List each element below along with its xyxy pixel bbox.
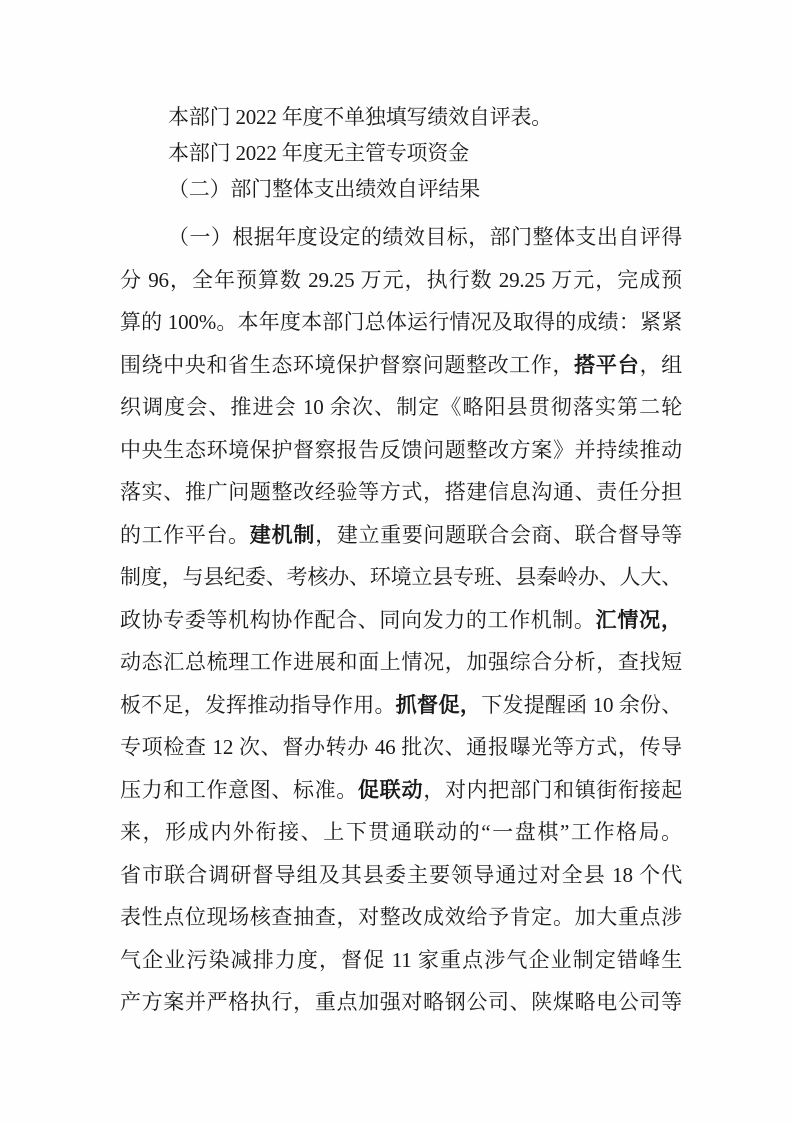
text-line <box>120 769 682 812</box>
text-line <box>120 641 682 684</box>
intro-block <box>120 99 682 207</box>
text-line <box>120 684 682 727</box>
text-line <box>120 726 682 769</box>
text-line <box>120 854 682 897</box>
text-run: 落实、推广问题整改经验等方式，搭建信息沟通、责任分担 <box>120 480 682 504</box>
bold-run: 建机制 <box>249 523 316 547</box>
text-run: 产方案并严格执行，重点加强对略钢公司、陕煤略电公司等 <box>120 990 682 1014</box>
text-run: 围绕中央和省生态环境保护督察问题整改工作， <box>120 352 575 377</box>
text-line <box>120 981 682 1024</box>
text-run: 下发提醒函 10 余份、 <box>481 692 682 717</box>
bold-run: 抓督促， <box>395 693 482 717</box>
text-line <box>120 301 682 344</box>
text-line <box>120 811 682 854</box>
text-line <box>120 99 682 135</box>
text-line <box>120 429 682 472</box>
text-line <box>120 216 682 259</box>
text-run: 来，形成内外衔接、上下贯通联动的“一盘棋”工作格局。 <box>120 820 682 844</box>
text-line <box>120 135 682 171</box>
text-run: 织调度会、推进会 10 余次、制定《略阳县贯彻落实第二轮 <box>120 395 682 419</box>
text-line <box>120 556 682 599</box>
body-paragraph <box>120 216 682 1024</box>
text-run: （二）部门整体支出绩效自评结果 <box>168 177 480 201</box>
text-line <box>120 599 682 642</box>
text-run: （一）根据年度设定的绩效目标，部门整体支出自评得 <box>168 225 682 249</box>
text-run: 本部门 2022 年度无主管专项资金 <box>168 141 469 165</box>
text-run: 动态汇总梳理工作进展和面上情况，加强综合分析，查找短 <box>120 650 682 674</box>
text-run: ，组 <box>639 352 682 377</box>
text-line <box>120 344 682 387</box>
text-line <box>120 471 682 514</box>
text-run: 制度，与县纪委、考核办、环境立县专班、县秦岭办、人大、 <box>120 565 682 589</box>
text-run: 压力和工作意图、标准。 <box>120 777 358 802</box>
text-run: 专项检查 12 次、督办转办 46 批次、通报曝光等方式，传导 <box>120 735 682 759</box>
text-line <box>120 939 682 982</box>
text-run: 中央生态环境保护督察报告反馈问题整改方案》并持续推动 <box>120 437 682 462</box>
text-run: 算的 100%。本年度本部门总体运行情况及取得的成绩：紧紧 <box>120 310 682 334</box>
bold-run: 汇情况， <box>595 608 682 632</box>
text-line <box>120 896 682 939</box>
text-run: 气企业污染减排力度，督促 11 家重点涉气企业制定错峰生 <box>120 947 682 972</box>
text-run: 政协专委等机构协作配合、同向发力的工作机制。 <box>120 607 596 632</box>
text-run: ，对内把部门和镇街衔接起 <box>423 777 682 802</box>
bold-run: 搭平台 <box>574 353 640 377</box>
bold-run: 促联动 <box>357 778 424 802</box>
text-line <box>120 386 682 429</box>
page-content <box>120 99 682 1024</box>
text-run: 的工作平台。 <box>120 522 250 547</box>
text-run: 省市联合调研督导组及其县委主要领导通过对全县 18 个代 <box>120 862 682 887</box>
text-run: ，建立重要问题联合会商、联合督导等 <box>315 522 682 547</box>
text-line <box>120 514 682 557</box>
section-heading <box>120 171 682 207</box>
text-run: 本部门 2022 年度不单独填写绩效自评表。 <box>168 105 553 129</box>
text-run: 板不足，发挥推动指导作用。 <box>120 692 396 717</box>
text-line <box>120 259 682 302</box>
text-run: 分 96，全年预算数 29.25 万元，执行数 29.25 万元，完成预 <box>120 267 682 292</box>
text-run: 表性点位现场核查抽查，对整改成效给予肯定。加大重点涉 <box>120 905 682 929</box>
